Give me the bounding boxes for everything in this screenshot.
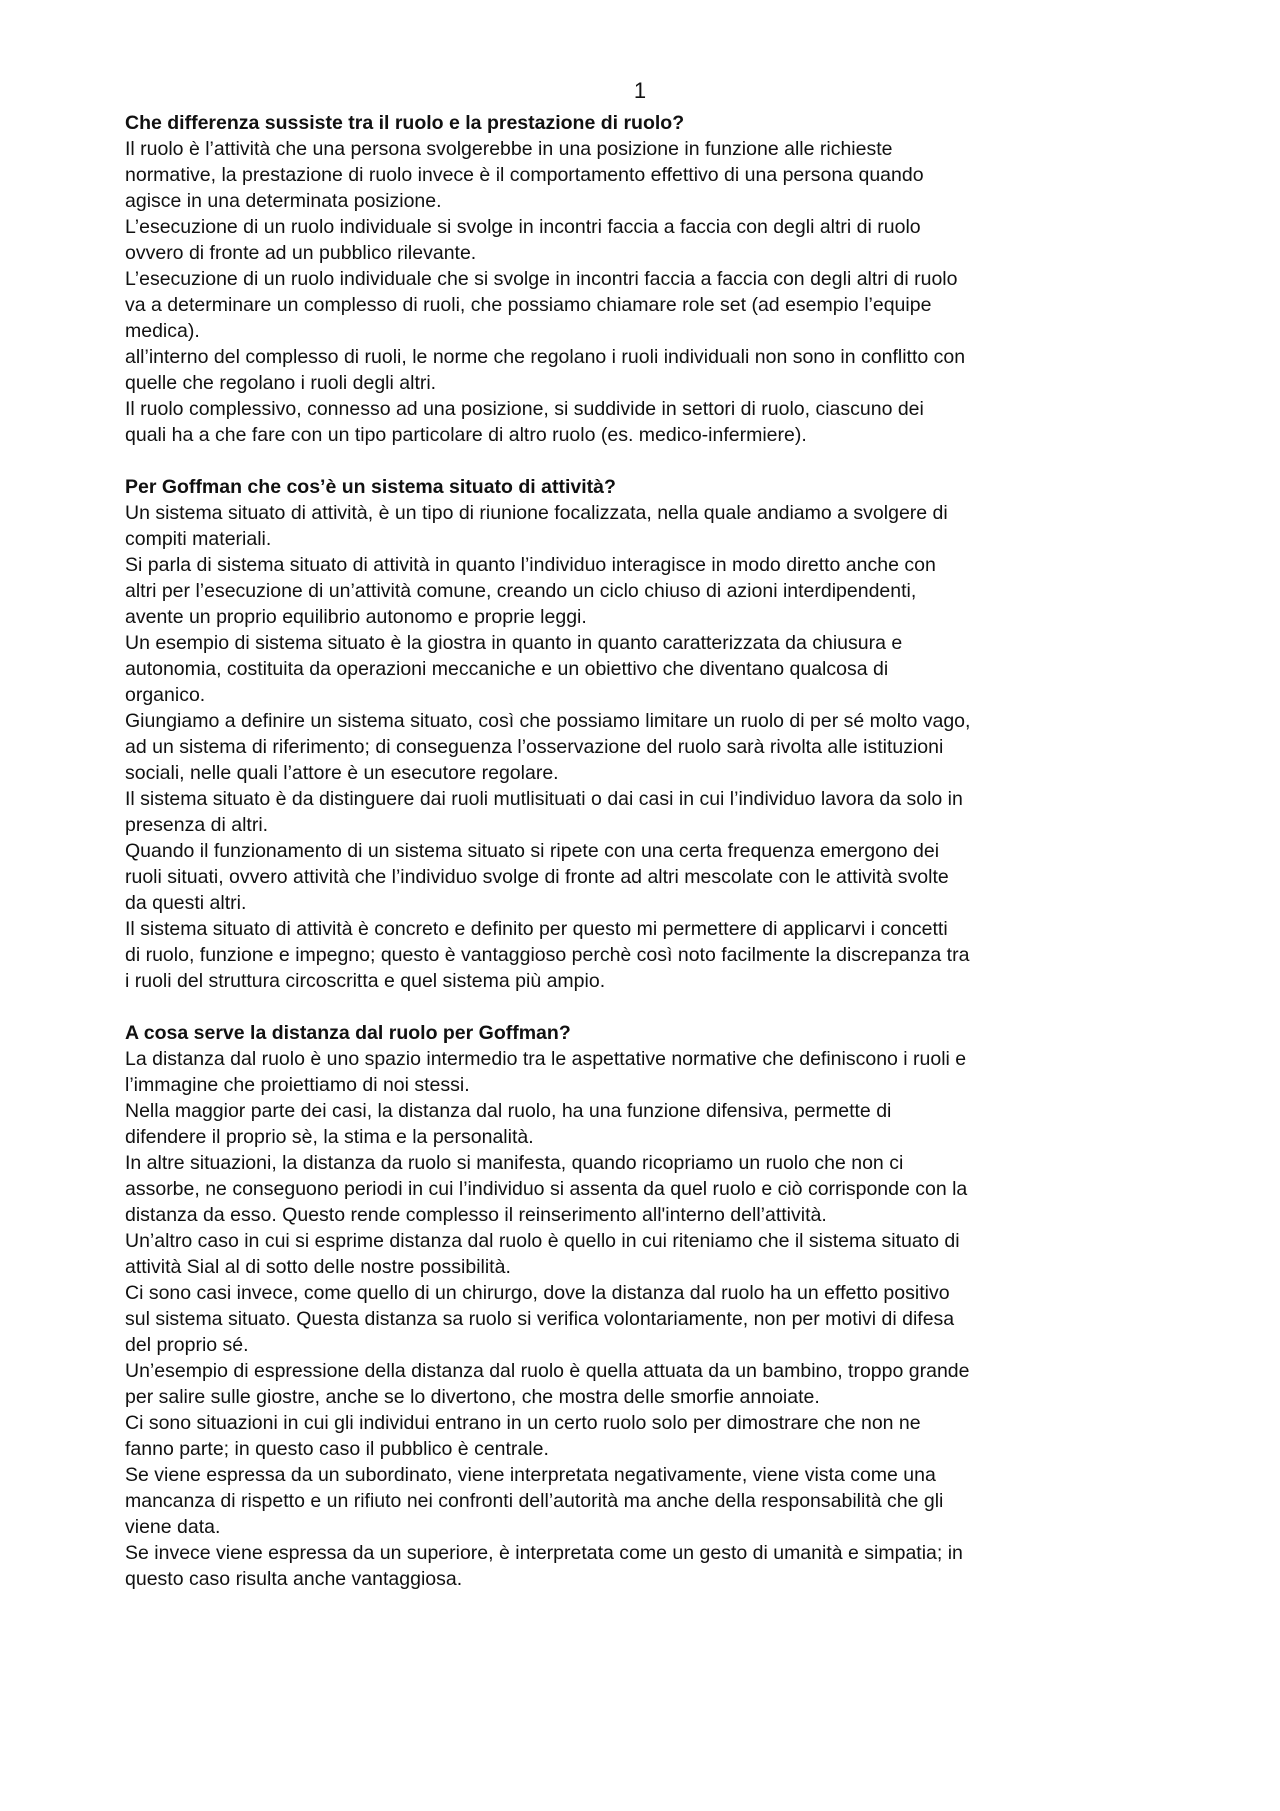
section-role-vs-performance — [125, 110, 1155, 448]
paragraph: Il ruolo complessivo, connesso ad una posizione, si suddivide in settori di ruolo, ciascuno dei quali ha a che fare con un tipo particolare di altro ruolo (es. medico-infermiere). — [125, 398, 924, 446]
paragraph: Giungiamo a definire un sistema situato, così che possiamo limitare un ruolo di per sé molto vago, ad un sistema di riferimento; di conseguenza l’osservazione del ruolo sarà rivolta alle istituzioni sociali, nelle quali l’attore è un esecutore regolare. — [125, 710, 971, 784]
paragraph: Ci sono situazioni in cui gli individui entrano in un certo ruolo solo per dimostrare che non ne fanno parte; in questo caso il pubblico è centrale. — [125, 1412, 921, 1460]
section-heading: Per Goffman che cos’è un sistema situato di attività? — [125, 476, 616, 498]
paragraph: Nella maggior parte dei casi, la distanza dal ruolo, ha una funzione difensiva, permette di difendere il proprio sè, la stima e la personalità. — [125, 1100, 892, 1148]
paragraph: all’interno del complesso di ruoli, le norme che regolano i ruoli individuali non sono in conflitto con quelle che regolano i ruoli degli altri. — [125, 346, 966, 394]
paragraph: Un’esempio di espressione della distanza dal ruolo è quella attuata da un bambino, troppo grande per salire sulle giostre, anche se lo divertono, che mostra delle smorfie annoiate. — [125, 1360, 970, 1408]
paragraph: Ci sono casi invece, come quello di un chirurgo, dove la distanza dal ruolo ha un effetto positivo sul sistema situato. Questa distanza sa ruolo si verifica volontariamente, non per motivi di difesa del proprio sé. — [125, 1282, 955, 1356]
paragraph: Il sistema situato è da distinguere dai ruoli mutlisituati o dai casi in cui l’individuo lavora da solo in presenza di altri. — [125, 788, 963, 836]
paragraph: Un sistema situato di attività, è un tipo di riunione focalizzata, nella quale andiamo a svolgere di compiti materiali. — [125, 502, 948, 550]
paragraph: Il sistema situato di attività è concreto e definito per questo mi permettere di applicarvi i concetti di ruolo, funzione e impegno; questo è vantaggioso perchè così noto facilmente la discrepanza tra i ruoli del struttura circoscritta e quel sistema più ampio. — [125, 918, 970, 992]
section-situated-activity-system — [125, 474, 1155, 994]
paragraph: L’esecuzione di un ruolo individuale si svolge in incontri faccia a faccia con degli altri di ruolo ovvero di fronte ad un pubblico rilevante. — [125, 216, 921, 264]
paragraph: Se invece viene espressa da un superiore, è interpretata come un gesto di umanità e simpatia; in questo caso risulta anche vantaggiosa. — [125, 1542, 963, 1590]
section-heading: A cosa serve la distanza dal ruolo per Goffman? — [125, 1022, 571, 1044]
paragraph: Se viene espressa da un subordinato, viene interpretata negativamente, viene vista come una mancanza di rispetto e un rifiuto nei confronti dell’autorità ma anche della responsabilità che gli viene data. — [125, 1464, 944, 1538]
paragraph: In altre situazioni, la distanza da ruolo si manifesta, quando ricopriamo un ruolo che non ci assorbe, ne conseguono periodi in cui l’individuo si assenta da quel ruolo e ciò corrisponde con la distanza da esso. Questo rende complesso il reinserimento all'interno dell’attività. — [125, 1152, 968, 1226]
paragraph: Il ruolo è l’attività che una persona svolgerebbe in una posizione in funzione alle richieste normative, la prestazione di ruolo invece è il comportamento effettivo di una persona quando agisce in una determinata posizione. — [125, 138, 924, 212]
section-role-distance — [125, 1020, 1155, 1592]
paragraph: Si parla di sistema situato di attività in quanto l’individuo interagisce in modo diretto anche con altri per l’esecuzione di un’attività comune, creando un ciclo chiuso di azioni interdipendenti, avente un proprio equilibrio autonomo e proprie leggi. — [125, 554, 936, 628]
section-heading: Che differenza sussiste tra il ruolo e la prestazione di ruolo? — [125, 112, 685, 134]
paragraph: L’esecuzione di un ruolo individuale che si svolge in incontri faccia a faccia con degli altri di ruolo va a determinare un complesso di ruoli, che possiamo chiamare role set (ad esempio l’equipe medica). — [125, 268, 958, 342]
page-number: 1 — [633, 78, 647, 103]
paragraph: Un esempio di sistema situato è la giostra in quanto in quanto caratterizzata da chiusura e autonomia, costituita da operazioni meccaniche e un obiettivo che diventano qualcosa di organico. — [125, 632, 903, 706]
document-page — [125, 78, 1155, 1618]
paragraph: La distanza dal ruolo è uno spazio intermedio tra le aspettative normative che definiscono i ruoli e l’immagine che proiettiamo di noi stessi. — [125, 1048, 967, 1096]
paragraph: Un’altro caso in cui si esprime distanza dal ruolo è quello in cui riteniamo che il sistema situato di attività Sial al di sotto delle nostre possibilità. — [125, 1230, 960, 1278]
paragraph: Quando il funzionamento di un sistema situato si ripete con una certa frequenza emergono dei ruoli situati, ovvero attività che l’individuo svolge di fronte ad altri mescolate con le attività svolte da questi altri. — [125, 840, 949, 914]
